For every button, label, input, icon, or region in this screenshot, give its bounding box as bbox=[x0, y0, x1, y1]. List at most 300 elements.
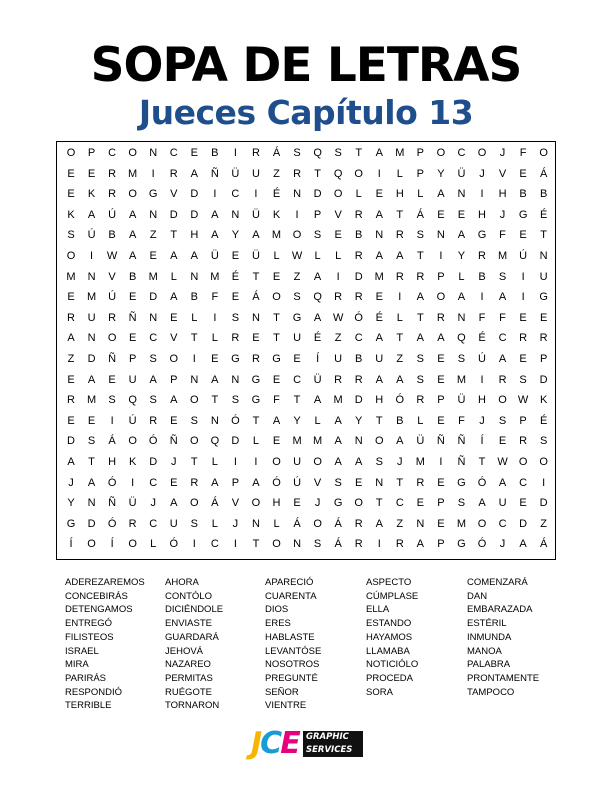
grid-letter: I bbox=[439, 250, 443, 262]
grid-letter: G bbox=[292, 311, 302, 324]
word-list-item: PERMITAS bbox=[165, 672, 213, 684]
word-list-item: ASPECTO bbox=[366, 577, 412, 588]
grid-letter: N bbox=[436, 229, 445, 242]
word-list-item: ESTÉRIL bbox=[467, 618, 507, 630]
grid-letter: Ó bbox=[354, 311, 363, 324]
grid-letter: A bbox=[334, 414, 342, 427]
grid-letter: D bbox=[169, 208, 178, 221]
word-list-item: DAN bbox=[467, 590, 488, 602]
grid-letter: E bbox=[170, 476, 178, 489]
grid-letter: I bbox=[110, 414, 114, 427]
grid-letter: É bbox=[539, 208, 548, 221]
grid-letter: E bbox=[67, 291, 75, 304]
grid-letter: V bbox=[231, 497, 240, 510]
grid-letter: R bbox=[395, 229, 404, 242]
grid-letter: A bbox=[375, 250, 383, 262]
grid-letter: N bbox=[87, 270, 96, 283]
grid-letter: A bbox=[416, 538, 425, 551]
word-list-item: RESPONDIÓ bbox=[65, 686, 123, 698]
grid-letter: S bbox=[313, 538, 322, 551]
grid-letter: Z bbox=[149, 229, 157, 242]
grid-letter: T bbox=[416, 311, 424, 324]
grid-letter: I bbox=[151, 167, 155, 180]
grid-letter: D bbox=[354, 394, 363, 407]
grid-letter: D bbox=[87, 353, 96, 365]
grid-letter: L bbox=[211, 517, 218, 530]
grid-letter: É bbox=[272, 188, 281, 201]
grid-letter: T bbox=[375, 414, 383, 427]
page-title: SOPA DE LETRAS bbox=[90, 38, 522, 93]
grid-letter: A bbox=[67, 456, 75, 468]
grid-letter: T bbox=[396, 332, 404, 345]
grid-letter: T bbox=[396, 476, 404, 489]
word-list-item: NOSOTROS bbox=[265, 659, 320, 671]
grid-letter: C bbox=[354, 332, 363, 345]
grid-letter: S bbox=[498, 414, 507, 427]
grid-letter: P bbox=[170, 373, 178, 386]
grid-letter: Ü bbox=[457, 394, 466, 407]
grid-letter: R bbox=[190, 476, 199, 489]
grid-letter: C bbox=[108, 147, 117, 159]
grid-letter: E bbox=[293, 353, 301, 365]
grid-letter: B bbox=[211, 147, 219, 159]
grid-letter: P bbox=[231, 476, 240, 489]
grid-letter: N bbox=[457, 311, 466, 324]
grid-letter: G bbox=[231, 353, 240, 365]
grid-letter: L bbox=[314, 414, 321, 427]
grid-letter: Z bbox=[293, 270, 301, 283]
logo-text bbox=[303, 731, 363, 757]
grid-letter: D bbox=[149, 456, 158, 468]
grid-letter: O bbox=[477, 147, 487, 159]
grid-letter: T bbox=[211, 394, 219, 407]
word-list-item: CONCEBIRÁS bbox=[65, 590, 128, 602]
grid-letter: Y bbox=[457, 250, 466, 262]
grid-letter: S bbox=[313, 229, 322, 242]
grid-letter: R bbox=[334, 291, 343, 304]
grid-letter: Ú bbox=[478, 353, 486, 365]
grid-letter: Z bbox=[396, 353, 404, 365]
grid-letter: A bbox=[272, 414, 281, 427]
grid-letter: A bbox=[519, 538, 527, 551]
grid-letter: Ó bbox=[107, 476, 117, 489]
grid-letter: N bbox=[87, 497, 96, 510]
grid-letter: R bbox=[108, 167, 117, 180]
grid-letter: A bbox=[252, 476, 260, 489]
grid-letter: A bbox=[396, 435, 404, 448]
grid-letter: N bbox=[539, 250, 548, 262]
grid-letter: A bbox=[170, 291, 178, 304]
grid-letter: S bbox=[498, 270, 507, 283]
word-list-item: ENTREGÓ bbox=[65, 618, 112, 630]
grid-letter: T bbox=[416, 250, 424, 262]
grid-letter: R bbox=[498, 373, 507, 386]
grid-letter: H bbox=[190, 229, 199, 242]
grid-letter: R bbox=[67, 311, 75, 324]
grid-letter: É bbox=[313, 332, 322, 345]
grid-letter: H bbox=[498, 188, 507, 201]
grid-letter: E bbox=[437, 476, 445, 489]
grid-letter: U bbox=[128, 373, 137, 386]
grid-letter: S bbox=[416, 373, 425, 386]
grid-letter: E bbox=[108, 373, 116, 386]
grid-letter: C bbox=[149, 476, 158, 489]
grid-letter: I bbox=[439, 456, 443, 468]
grid-letter: T bbox=[375, 497, 383, 510]
grid-letter: J bbox=[68, 476, 74, 489]
grid-letter: I bbox=[213, 311, 217, 324]
grid-letter: A bbox=[457, 291, 466, 304]
word-list-item: MANOA bbox=[467, 645, 502, 657]
grid-letter: E bbox=[519, 229, 527, 242]
grid-letter: R bbox=[519, 332, 528, 345]
grid-letter: U bbox=[539, 270, 548, 283]
grid-letter: L bbox=[273, 250, 280, 262]
grid-letter: G bbox=[457, 476, 466, 489]
grid-letter: E bbox=[211, 353, 219, 365]
grid-letter: I bbox=[192, 538, 196, 551]
grid-letter: D bbox=[354, 270, 363, 283]
grid-letter: Ú bbox=[293, 476, 302, 489]
grid-letter: C bbox=[149, 517, 158, 530]
grid-letter: Q bbox=[313, 291, 322, 304]
word-list-item: ESTANDO bbox=[366, 618, 412, 630]
word-list-item: AHORA bbox=[165, 577, 199, 588]
grid-letter: Ñ bbox=[169, 435, 178, 448]
grid-letter: I bbox=[542, 476, 546, 489]
word-list-item: PROCEDA bbox=[366, 672, 413, 684]
grid-letter: L bbox=[314, 250, 321, 262]
grid-letter: I bbox=[254, 188, 258, 201]
grid-letter: R bbox=[416, 394, 425, 407]
grid-letter: Q bbox=[313, 147, 322, 159]
grid-letter: I bbox=[192, 353, 196, 365]
grid-letter: D bbox=[67, 435, 75, 448]
grid-letter: M bbox=[128, 167, 138, 180]
grid-letter: O bbox=[169, 353, 179, 365]
grid-letter: O bbox=[272, 291, 281, 304]
grid-letter: E bbox=[293, 497, 301, 510]
grid-letter: Ú bbox=[128, 414, 137, 427]
grid-letter: C bbox=[457, 147, 466, 159]
grid-letter: E bbox=[355, 476, 363, 489]
grid-letter: N bbox=[375, 476, 384, 489]
grid-letter: A bbox=[67, 332, 75, 345]
grid-letter: U bbox=[293, 456, 302, 468]
grid-letter: L bbox=[191, 311, 198, 324]
grid-letter: N bbox=[354, 435, 363, 448]
word-list-item: GUARDARÁ bbox=[165, 631, 219, 643]
grid-letter: Q bbox=[333, 167, 343, 180]
grid-letter: P bbox=[416, 147, 425, 159]
grid-letter: O bbox=[292, 229, 302, 242]
grid-letter: I bbox=[377, 167, 381, 180]
grid-letter: O bbox=[128, 435, 137, 448]
grid-letter: S bbox=[149, 394, 157, 407]
grid-letter: O bbox=[128, 147, 137, 159]
grid-letter: R bbox=[395, 270, 404, 283]
grid-letter: Á bbox=[416, 208, 425, 221]
word-list-item: ENVIASTE bbox=[165, 618, 212, 630]
grid-letter: E bbox=[457, 208, 466, 221]
grid-letter: Y bbox=[437, 167, 445, 180]
grid-letter: R bbox=[149, 414, 158, 427]
grid-letter: J bbox=[499, 208, 506, 221]
grid-letter: A bbox=[457, 229, 466, 242]
grid-letter: T bbox=[252, 414, 260, 427]
grid-letter: E bbox=[67, 167, 75, 180]
logo-letter: E bbox=[280, 726, 299, 761]
grid-letter: R bbox=[108, 311, 117, 324]
grid-letter: A bbox=[498, 476, 507, 489]
grid-letter: M bbox=[456, 517, 467, 530]
grid-letter: O bbox=[374, 435, 384, 448]
grid-letter: V bbox=[108, 270, 116, 283]
grid-letter: B bbox=[539, 188, 548, 201]
grid-letter: N bbox=[149, 311, 158, 324]
grid-letter: F bbox=[499, 311, 506, 324]
grid-letter: N bbox=[210, 414, 219, 427]
grid-letter: J bbox=[314, 497, 321, 510]
grid-letter: O bbox=[87, 538, 96, 551]
grid-letter: E bbox=[272, 270, 281, 283]
grid-letter: S bbox=[190, 414, 198, 427]
grid-letter: A bbox=[375, 373, 383, 386]
grid-letter: E bbox=[170, 311, 178, 324]
grid-letter: Q bbox=[457, 332, 466, 345]
grid-letter: D bbox=[190, 188, 199, 201]
grid-letter: T bbox=[273, 311, 280, 324]
grid-letter: Z bbox=[334, 332, 342, 345]
grid-letter: J bbox=[499, 538, 506, 551]
grid-letter: Ñ bbox=[457, 456, 466, 468]
grid-letter: E bbox=[498, 435, 507, 448]
grid-letter: J bbox=[232, 517, 239, 530]
grid-letter: E bbox=[519, 311, 527, 324]
grid-letter: E bbox=[519, 497, 527, 510]
grid-letter: H bbox=[375, 394, 384, 407]
grid-letter: B bbox=[519, 188, 527, 201]
word-list-item: MIRA bbox=[65, 659, 89, 671]
grid-letter: S bbox=[231, 394, 240, 407]
word-list-item: DIOS bbox=[265, 604, 289, 616]
page-subtitle: Jueces Capítulo 13 bbox=[138, 93, 474, 132]
grid-letter: N bbox=[293, 538, 302, 551]
word-list-item: SORA bbox=[366, 686, 393, 698]
grid-letter: Y bbox=[231, 229, 240, 242]
grid-letter: O bbox=[190, 497, 199, 510]
grid-letter: T bbox=[314, 167, 321, 180]
word-list-item: NAZAREO bbox=[165, 659, 211, 671]
grid-letter: P bbox=[437, 270, 445, 283]
grid-letter: O bbox=[539, 147, 548, 159]
logo-letter: J bbox=[251, 726, 261, 761]
grid-letter: W bbox=[497, 456, 508, 468]
grid-letter: J bbox=[150, 497, 156, 510]
grid-letter: I bbox=[336, 270, 340, 283]
grid-letter: E bbox=[272, 435, 281, 448]
grid-letter: R bbox=[354, 208, 363, 221]
grid-letter: I bbox=[521, 270, 525, 283]
grid-letter: L bbox=[273, 517, 280, 530]
grid-letter: T bbox=[170, 229, 178, 242]
grid-letter: Á bbox=[293, 517, 301, 530]
word-list-item: HAYAMOS bbox=[366, 631, 413, 643]
grid-letter: Í bbox=[69, 538, 73, 551]
grid-letter: G bbox=[251, 373, 261, 386]
grid-letter: G bbox=[477, 229, 487, 242]
grid-letter: V bbox=[313, 476, 322, 489]
grid-letter: N bbox=[416, 517, 425, 530]
grid-letter: E bbox=[87, 414, 96, 427]
grid-letter: M bbox=[456, 373, 467, 386]
grid-letter: Ú bbox=[108, 208, 117, 221]
grid-letter: A bbox=[190, 167, 198, 180]
grid-letter: Ü bbox=[251, 250, 260, 262]
grid-letter: R bbox=[354, 250, 363, 262]
grid-letter: V bbox=[334, 208, 342, 221]
grid-letter: S bbox=[416, 229, 425, 242]
grid-letter: B bbox=[128, 270, 137, 283]
grid-letter: A bbox=[170, 250, 178, 262]
grid-letter: Ü bbox=[313, 373, 322, 386]
grid-letter: R bbox=[416, 270, 425, 283]
grid-letter: I bbox=[480, 373, 484, 386]
word-list-item: JEHOVÁ bbox=[165, 645, 204, 657]
grid-letter: E bbox=[67, 414, 75, 427]
grid-letter: A bbox=[252, 229, 260, 242]
grid-letter: N bbox=[149, 208, 158, 221]
grid-letter: Ó bbox=[477, 476, 487, 489]
grid-letter: Ñ bbox=[108, 497, 117, 510]
grid-letter: G bbox=[251, 394, 261, 407]
grid-letter: A bbox=[375, 208, 383, 221]
word-list-item: ELLA bbox=[366, 604, 390, 616]
grid-letter: A bbox=[87, 208, 96, 221]
grid-letter: Ú bbox=[108, 291, 117, 304]
grid-letter: D bbox=[231, 435, 240, 448]
grid-letter: T bbox=[540, 229, 547, 242]
grid-letter: O bbox=[128, 538, 137, 551]
grid-letter: Ü bbox=[457, 167, 466, 180]
grid-letter: O bbox=[477, 517, 487, 530]
grid-letter: L bbox=[396, 311, 403, 324]
grid-letter: Ó bbox=[107, 517, 117, 530]
grid-letter: I bbox=[398, 291, 402, 304]
grid-letter: A bbox=[211, 208, 219, 221]
grid-letter: A bbox=[478, 497, 486, 510]
grid-letter: O bbox=[272, 538, 281, 551]
grid-letter: N bbox=[457, 188, 466, 201]
grid-letter: A bbox=[211, 229, 219, 242]
word-list-item: PALABRA bbox=[467, 659, 511, 671]
grid-letter: M bbox=[210, 270, 220, 283]
grid-letter: A bbox=[170, 394, 178, 407]
grid-letter: G bbox=[148, 188, 158, 201]
grid-letter: O bbox=[128, 188, 137, 201]
logo-line-1: GRAPHIC bbox=[306, 732, 349, 742]
grid-letter: O bbox=[313, 456, 322, 468]
grid-letter: N bbox=[190, 373, 199, 386]
word-list-item: DICIÉNDOLE bbox=[165, 604, 224, 616]
grid-letter: Y bbox=[293, 414, 301, 427]
grid-letter: R bbox=[519, 435, 528, 448]
grid-letter: Á bbox=[272, 147, 281, 159]
grid-letter: E bbox=[149, 250, 157, 262]
grid-letter: I bbox=[233, 456, 237, 468]
grid-letter: E bbox=[519, 167, 527, 180]
grid-letter: A bbox=[416, 332, 425, 345]
grid-letter: H bbox=[395, 188, 404, 201]
grid-letter: O bbox=[436, 291, 446, 304]
grid-letter: A bbox=[416, 291, 425, 304]
grid-letter: K bbox=[539, 394, 548, 407]
grid-letter: S bbox=[231, 311, 240, 324]
grid-letter: N bbox=[149, 147, 158, 159]
grid-letter: Ú bbox=[87, 229, 96, 242]
grid-letter: D bbox=[190, 208, 199, 221]
grid-letter: Ñ bbox=[436, 435, 445, 448]
word-list-item: FILISTEOS bbox=[65, 631, 114, 643]
grid-letter: A bbox=[375, 147, 383, 159]
grid-letter: O bbox=[436, 147, 446, 159]
grid-letter: R bbox=[334, 373, 343, 386]
grid-letter: K bbox=[87, 188, 96, 201]
grid-letter: W bbox=[291, 250, 303, 262]
grid-letter: O bbox=[354, 497, 363, 510]
grid-letter: M bbox=[395, 147, 405, 159]
grid-letter: E bbox=[190, 147, 198, 159]
word-list-item: TORNARON bbox=[165, 700, 220, 712]
grid-letter: T bbox=[396, 208, 404, 221]
grid-letter: A bbox=[498, 291, 507, 304]
grid-letter: T bbox=[190, 332, 198, 345]
word-list-item: PRONTAMENTE bbox=[467, 672, 540, 684]
logo-mark bbox=[251, 727, 299, 761]
grid-letter: Ú bbox=[519, 250, 528, 262]
grid-letter: S bbox=[539, 435, 548, 448]
grid-letter: M bbox=[148, 270, 158, 283]
grid-letter: B bbox=[396, 414, 404, 427]
word-list-item: CUARENTA bbox=[265, 590, 317, 602]
grid-letter: N bbox=[251, 311, 260, 324]
grid-letter: Á bbox=[334, 538, 342, 551]
grid-letter: C bbox=[519, 476, 528, 489]
grid-letter: E bbox=[128, 291, 137, 304]
grid-letter: T bbox=[252, 270, 260, 283]
grid-letter: M bbox=[86, 394, 97, 407]
word-list-item: COMENZARÁ bbox=[467, 577, 528, 588]
grid-letter: O bbox=[518, 456, 528, 468]
grid-letter: É bbox=[375, 311, 383, 324]
grid-letter: D bbox=[87, 517, 96, 530]
grid-letter: R bbox=[478, 250, 486, 262]
grid-letter: T bbox=[273, 332, 280, 345]
grid-letter: N bbox=[190, 270, 199, 283]
grid-letter: U bbox=[251, 167, 260, 180]
grid-letter: I bbox=[521, 291, 525, 304]
word-list-item: APARECIÓ bbox=[265, 577, 314, 588]
grid-letter: D bbox=[313, 188, 322, 201]
grid-letter: E bbox=[252, 332, 260, 345]
grid-letter: P bbox=[416, 167, 425, 180]
grid-letter: R bbox=[108, 188, 117, 201]
grid-letter: C bbox=[498, 517, 507, 530]
grid-letter: N bbox=[251, 517, 260, 530]
grid-letter: Ü bbox=[128, 497, 137, 510]
logo-line-2: SERVICES bbox=[306, 745, 353, 755]
grid-letter: Ü bbox=[416, 435, 425, 448]
